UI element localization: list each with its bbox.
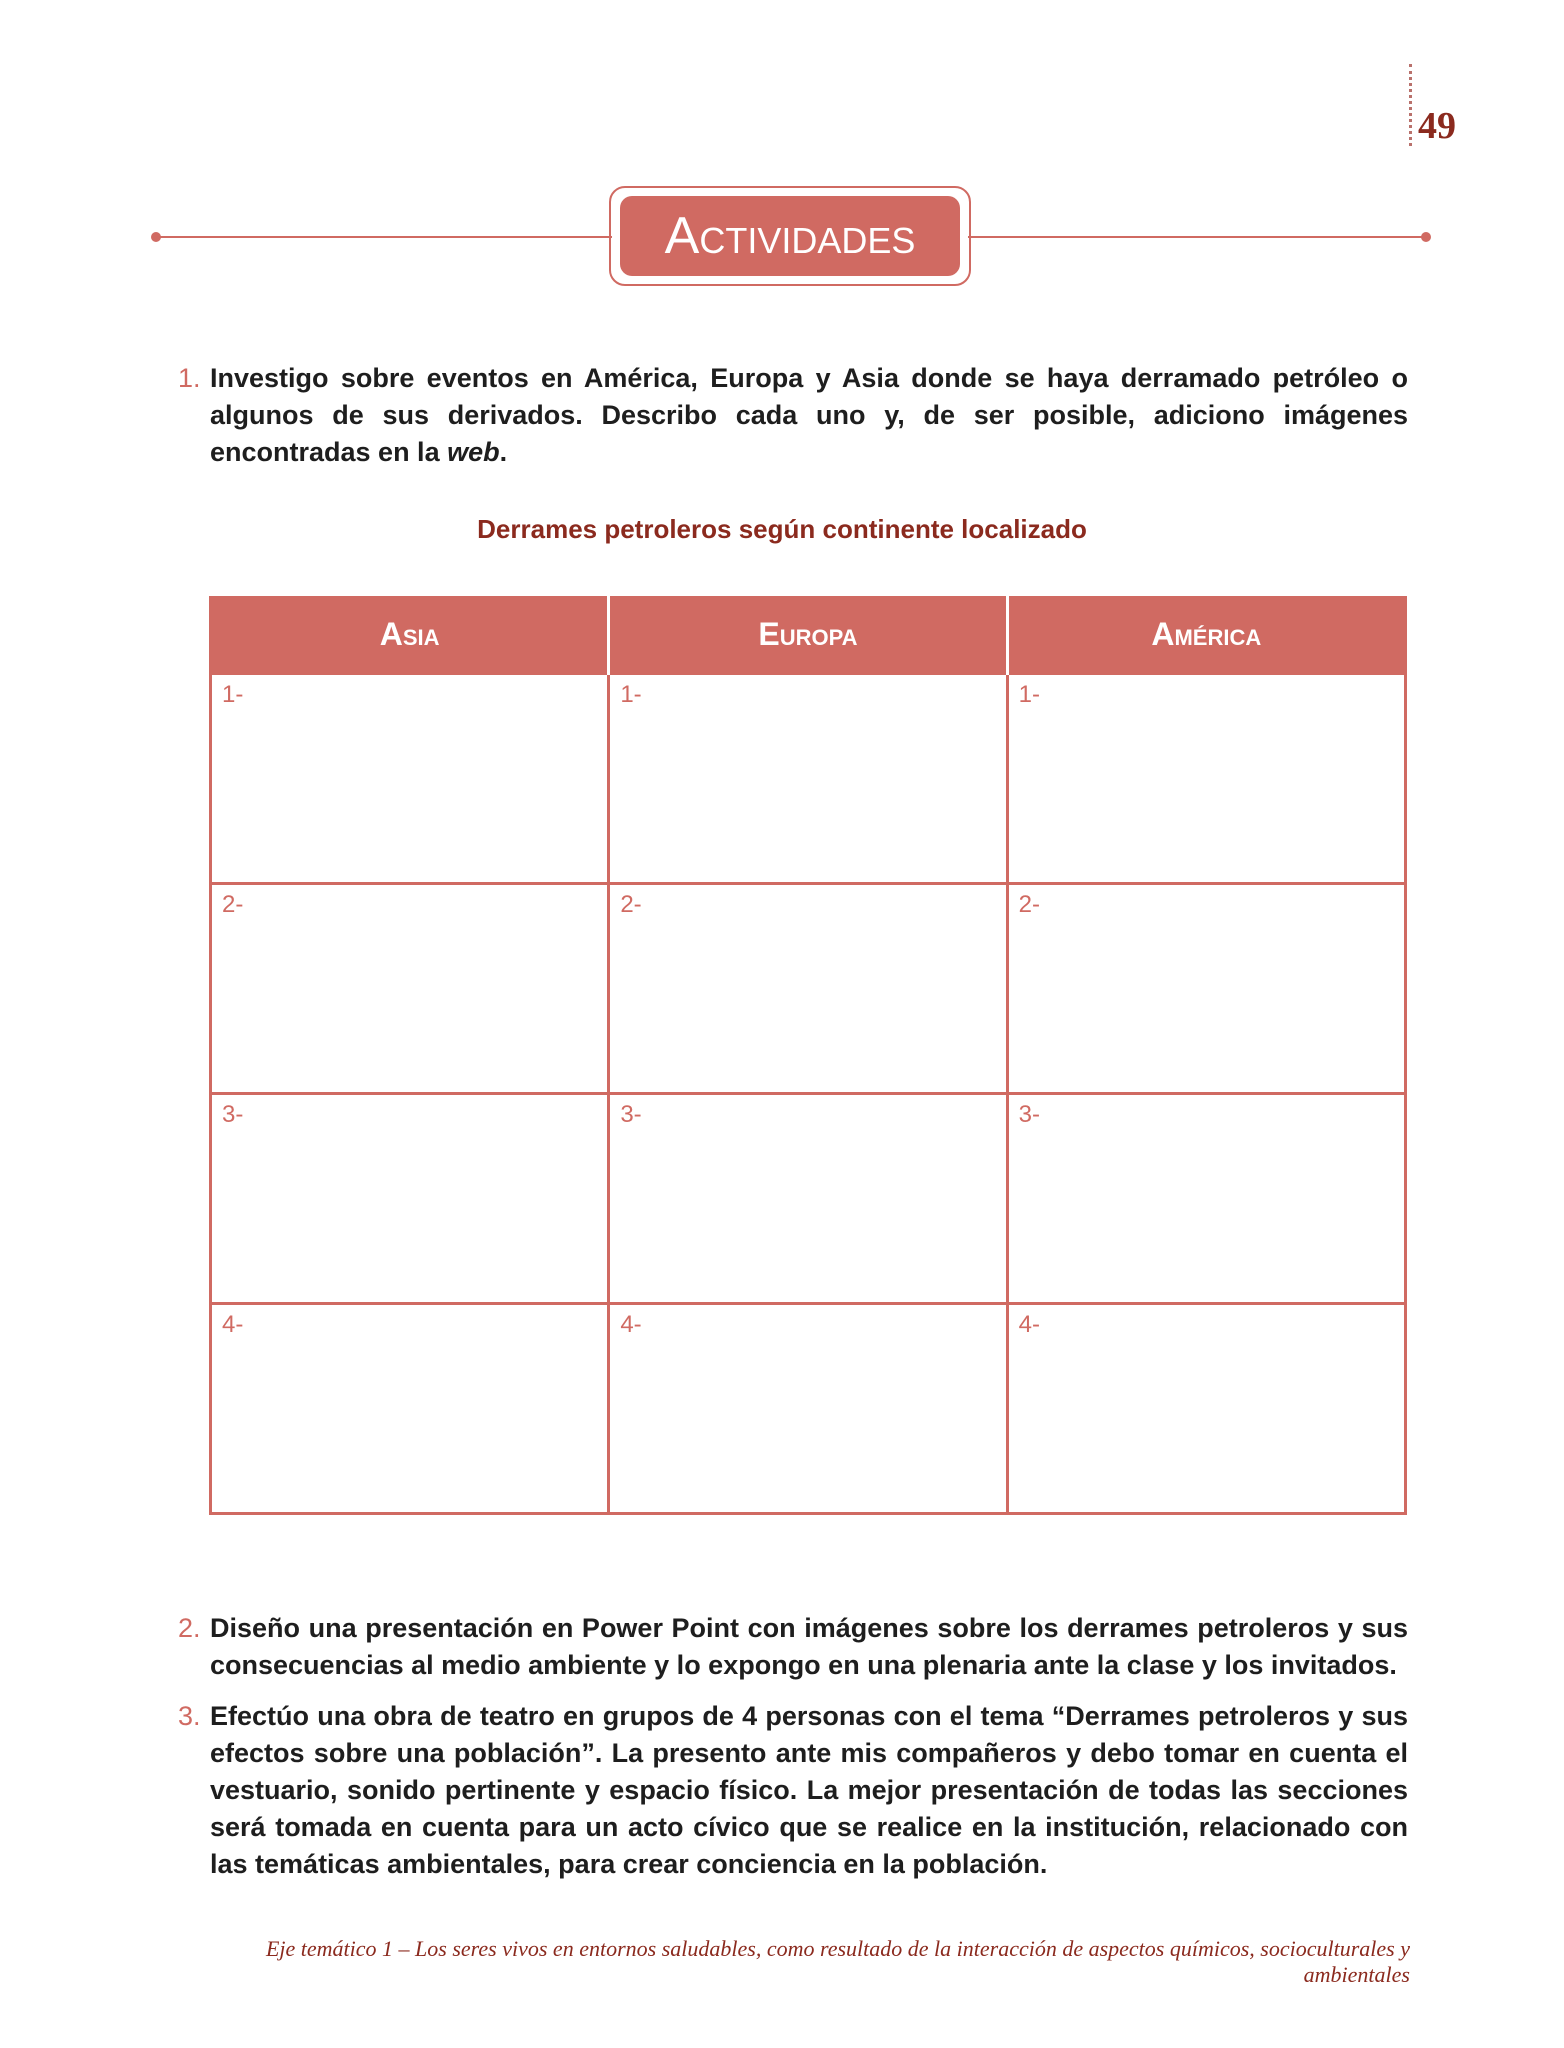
column-header-asia: Asia xyxy=(211,596,609,674)
header-rule-right xyxy=(968,236,1424,238)
page-number: 49 xyxy=(1418,105,1456,147)
table-row xyxy=(211,1094,1406,1304)
page-footer: Eje temático 1 – Los seres vivos en entornos saludables, como resultado de la interacción de aspectos químicos, socioculturales y ambientales xyxy=(265,1936,1410,1987)
activity-text: Efectúo una obra de teatro en grupos de 4 personas con el tema “Derrames petroleros y sus efectos sobre una población”. La presento ante mis compañeros y debo tomar en cuenta el vestuario, sonido pertinente y espacio físico. La mejor presentación de todas las secciones será tomada en cuenta para un acto cívico que se realice en la institución, relacionado con las temáticas ambientales, para crear conciencia en la población. xyxy=(210,1701,1408,1879)
table-row xyxy=(211,1304,1406,1514)
page-number-dotted-rule xyxy=(1409,64,1412,146)
section-title-text: Actividades xyxy=(664,207,916,265)
activity-number: 2. xyxy=(178,1613,201,1643)
table-header-row xyxy=(211,596,1406,674)
header-rule-left xyxy=(156,236,612,238)
activity-2 xyxy=(178,1610,1408,1684)
activity-number: 3. xyxy=(178,1701,201,1731)
activity-3 xyxy=(178,1698,1408,1883)
activity-text-part: Investigo sobre eventos en América, Europa y Asia donde se haya derramado petróleo o algunos de sus derivados. Describo cada uno y, de ser posible, adiciono imágenes encontradas en la xyxy=(210,363,1408,467)
table-cell[interactable]: 2- xyxy=(609,884,1007,1094)
table-row xyxy=(211,674,1406,884)
table-cell[interactable]: 3- xyxy=(211,1094,609,1304)
activity-text-part: . xyxy=(499,437,508,467)
spills-table xyxy=(209,596,1407,1515)
table-row xyxy=(211,884,1406,1094)
activity-1 xyxy=(178,360,1408,471)
table-cell[interactable]: 1- xyxy=(211,674,609,884)
table-cell[interactable]: 3- xyxy=(1007,1094,1405,1304)
table-cell[interactable]: 3- xyxy=(609,1094,1007,1304)
column-header-europa: Europa xyxy=(609,596,1007,674)
table-caption: Derrames petroleros según continente localizado xyxy=(477,514,1087,544)
section-title xyxy=(620,196,960,276)
table-cell[interactable]: 1- xyxy=(1007,674,1405,884)
table-cell[interactable]: 2- xyxy=(211,884,609,1094)
table-cell[interactable]: 4- xyxy=(1007,1304,1405,1514)
table-cell[interactable]: 4- xyxy=(609,1304,1007,1514)
table-cell[interactable]: 1- xyxy=(609,674,1007,884)
activity-text: Diseño una presentación en Power Point con imágenes sobre los derrames petroleros y sus consecuencias al medio ambiente y lo expongo en una plenaria ante la clase y los invitados. xyxy=(210,1613,1408,1680)
activity-text-italic: web xyxy=(447,437,500,467)
activity-text xyxy=(178,360,1408,471)
table-cell[interactable]: 4- xyxy=(211,1304,609,1514)
rule-endpoint-right xyxy=(1421,232,1431,242)
column-header-america: América xyxy=(1007,596,1405,674)
activity-number: 1. xyxy=(178,363,201,393)
table-cell[interactable]: 2- xyxy=(1007,884,1405,1094)
